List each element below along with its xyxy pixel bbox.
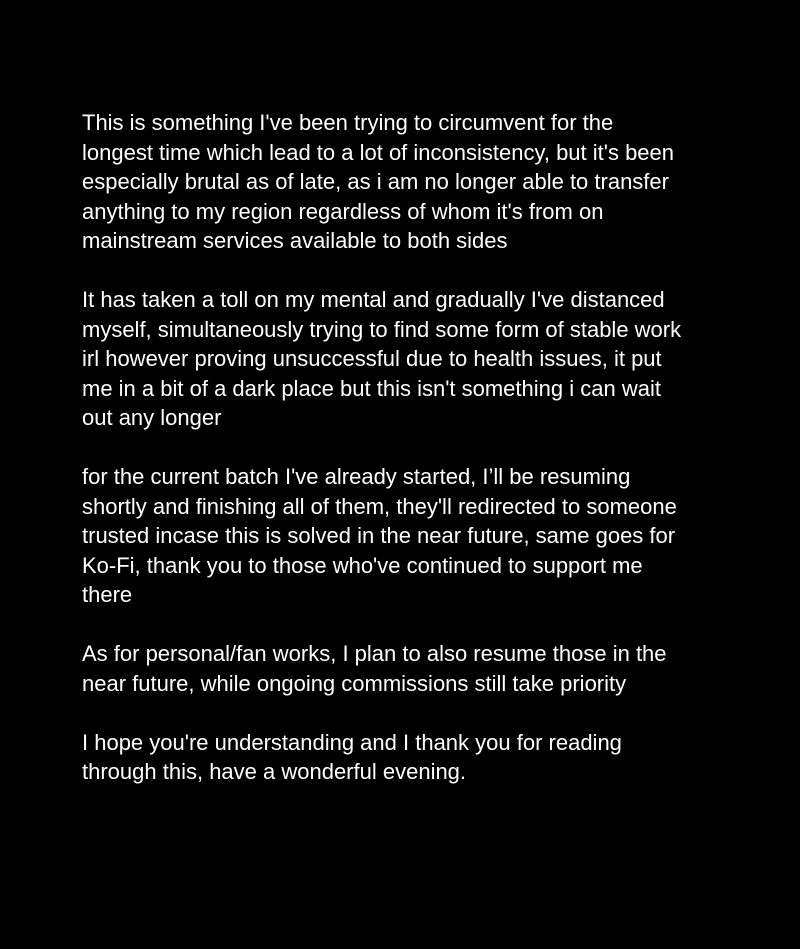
text-line: for the current batch I've already started, I’ll be resuming (82, 464, 631, 489)
text-line: Ko-Fi, thank you to those who've continued to support me (82, 552, 643, 578)
paragraph-mental-toll (82, 285, 722, 433)
announcement-text (82, 108, 722, 816)
text-line: shortly and finishing all of them, they'll redirected to someone (82, 493, 677, 519)
text-line: I hope you're understanding and I thank you for reading (82, 729, 622, 755)
text-line: there (82, 582, 133, 607)
text-line: near future, while ongoing commissions still take priority (82, 670, 627, 696)
paragraph-closing (82, 728, 722, 787)
text-line: myself, simultaneously trying to find some form of stable work (82, 316, 682, 342)
text-line: mainstream services available to both sides (82, 228, 508, 253)
text-line: irl however proving unsuccessful due to health issues, it put (82, 346, 662, 371)
text-line: longest time which lead to a lot of inconsistency, but it's been (82, 139, 675, 165)
text-line: me in a bit of a dark place but this isn't something i can wait (82, 375, 661, 401)
paragraph-transfer-issue (82, 108, 722, 256)
text-line: As for personal/fan works, I plan to also resume those in the (82, 641, 667, 666)
text-line: anything to my region regardless of whom it's from on (82, 198, 604, 224)
text-line: through this, have a wonderful evening. (82, 759, 467, 784)
text-line: This is something I've been trying to circumvent for the (82, 110, 614, 135)
paragraph-current-batch (82, 462, 722, 610)
text-line: trusted incase this is solved in the near future, same goes for (82, 523, 676, 548)
text-line: out any longer (82, 405, 222, 430)
text-line: It has taken a toll on my mental and gradually I've distanced (82, 287, 665, 312)
text-line: especially brutal as of late, as i am no longer able to transfer (82, 169, 669, 194)
paragraph-personal-works (82, 639, 722, 698)
